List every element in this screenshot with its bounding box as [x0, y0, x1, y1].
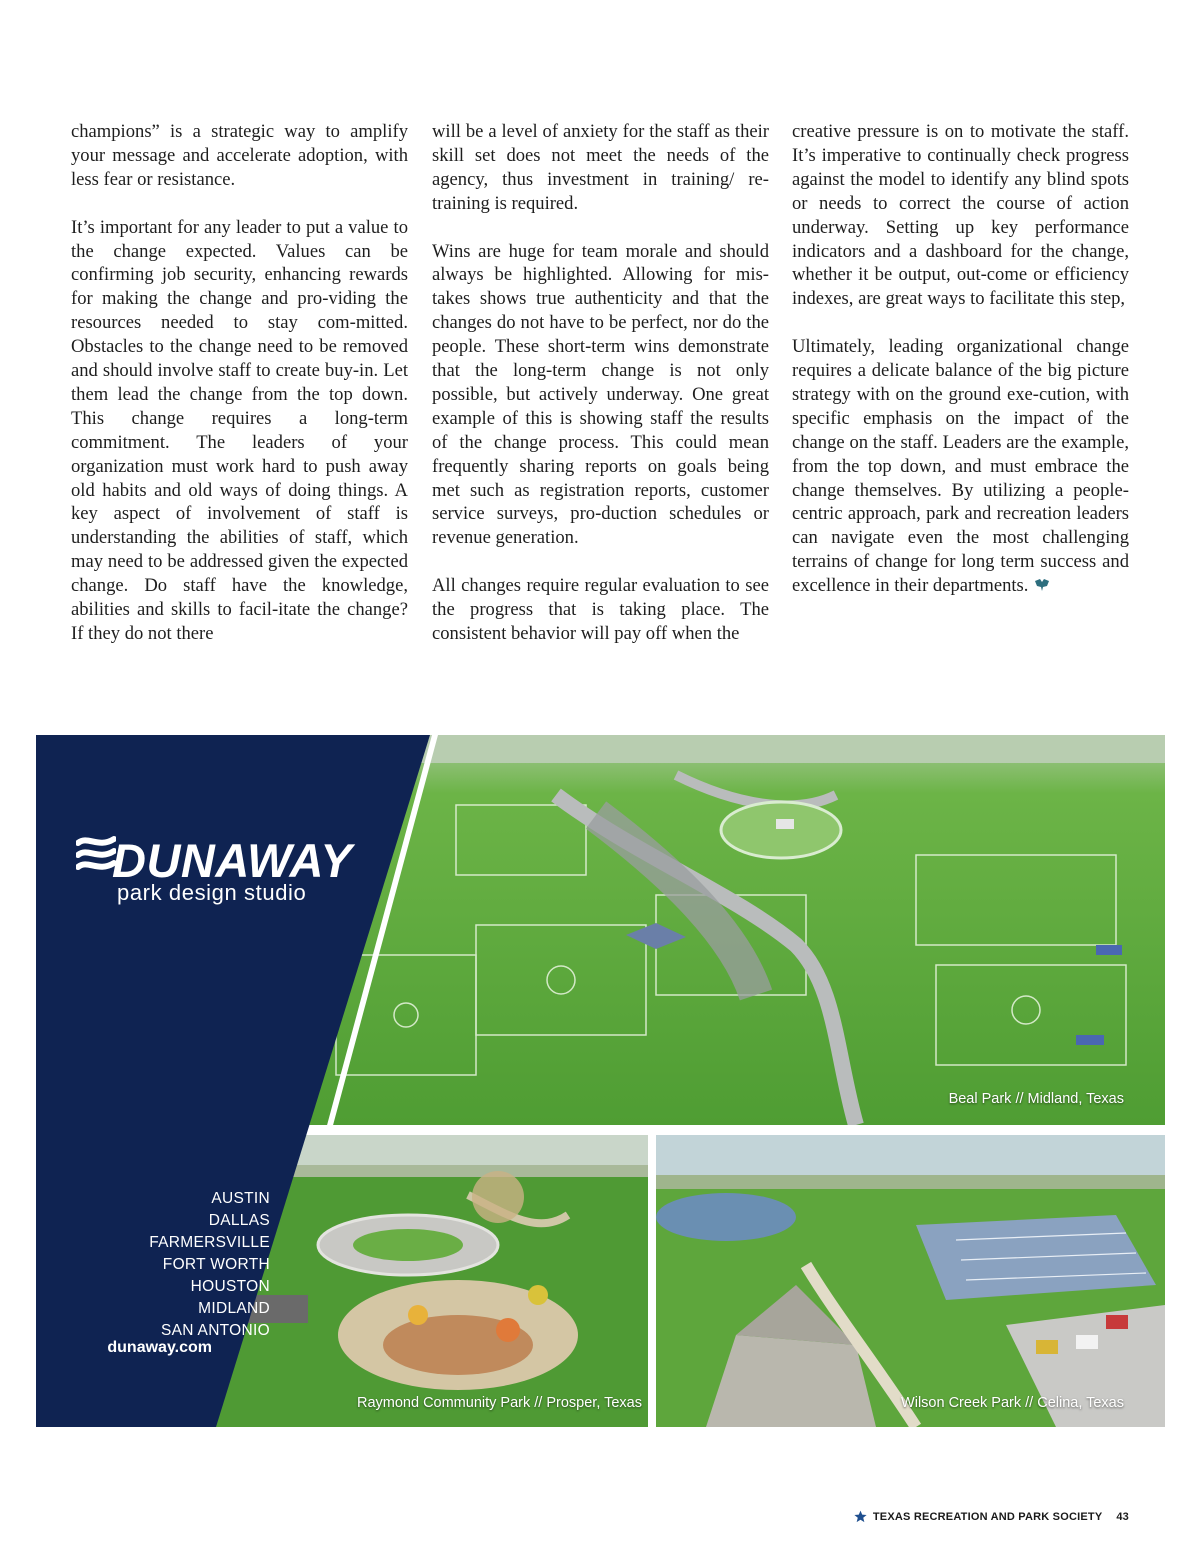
- star-icon: [854, 1510, 867, 1523]
- city: AUSTIN: [211, 1190, 270, 1207]
- city: FARMERSVILLE: [149, 1234, 270, 1251]
- dunaway-wave-logo-icon: [76, 833, 116, 877]
- city: MIDLAND: [198, 1300, 270, 1317]
- office-cities-list: [149, 1188, 270, 1342]
- wilson-creek-caption: Wilson Creek Park // Celina, Texas: [901, 1395, 1124, 1411]
- paragraph-text: Ultimately, leading organizational change requires a delicate balance of the big picture strategy with on the ground exe-cution, with specific emphasis on the impact of the change on the staff. Leaders are the example, from the top down, and must embrace the change themselves. By utilizing a people-centric approach, park and recreation leaders can navigate even the most challenging terrains of change for long term success and excellence in their departments.: [792, 336, 1129, 597]
- page-number: 43: [1116, 1510, 1129, 1523]
- city: FORT WORTH: [162, 1256, 270, 1273]
- texas-leaf-icon: [1034, 578, 1050, 592]
- page-footer: [854, 1510, 1129, 1523]
- city: SAN ANTONIO: [161, 1322, 270, 1339]
- paragraph: creative pressure is on to motivate the staff. It’s imperative to continually check progress against the model to identify any blind spots or needs to correct the course of action underway. Setting up key performance indicators and a dashboard for the change, whether it be output, out-come or efficiency indexes, are great ways to facilitate this step,: [792, 121, 1129, 310]
- article-column-2: [432, 120, 769, 646]
- paragraph: [792, 335, 1129, 598]
- article-column-1: [71, 120, 408, 646]
- dunaway-advertisement: [36, 735, 1165, 1427]
- city: DALLAS: [208, 1212, 270, 1229]
- article-column-3: [792, 120, 1129, 598]
- paragraph: It’s important for any leader to put a value to the change expected. Values can be confirming job security, enhancing rewards for making the change and pro-viding the resources needed to stay com-mitted. Obstacles to the change need to be removed and should involve staff to create buy-in. Let them lead the change from the top down. This change requires a long-term commitment. The leaders of your organization must work hard to push away old habits and old ways of doing things. A key aspect of involvement of staff is understanding the abilities of staff, which may need to be addressed given the expected change. Do staff have the knowledge, abilities and skills to facil-itate the change? If they do not there: [71, 216, 408, 645]
- beal-park-caption: Beal Park // Midland, Texas: [948, 1091, 1124, 1107]
- dunaway-wordmark: DUNAWAY: [112, 834, 353, 887]
- website-link[interactable]: dunaway.com: [107, 1339, 212, 1356]
- paragraph: All changes require regular evaluation to see the progress that is taking place. The consistent behavior will pay off when the: [432, 575, 769, 644]
- publication-name: TEXAS RECREATION AND PARK SOCIETY: [872, 1510, 1103, 1523]
- city: HOUSTON: [190, 1278, 270, 1295]
- paragraph: Wins are huge for team morale and should always be highlighted. Allowing for mis-takes shows true authenticity and that the changes do not have to be perfect, nor do the people. These short-term wins demonstrate that the long-term change is not only possible, but actively underway. One great example of this is showing staff the results of the change process. This could mean frequently sharing reports on goals being met such as registration reports, customer service surveys, pro-duction schedules or revenue generation.: [432, 240, 769, 549]
- raymond-park-caption: Raymond Community Park // Prosper, Texas: [356, 1395, 642, 1411]
- paragraph: will be a level of anxiety for the staff as their skill set does not meet the needs of the agency, thus investment in training/ re-training is required.: [432, 121, 769, 214]
- dunaway-tagline: park design studio: [117, 880, 307, 905]
- paragraph: champions” is a strategic way to amplify your message and accelerate adoption, with less fear or resistance.: [71, 121, 408, 190]
